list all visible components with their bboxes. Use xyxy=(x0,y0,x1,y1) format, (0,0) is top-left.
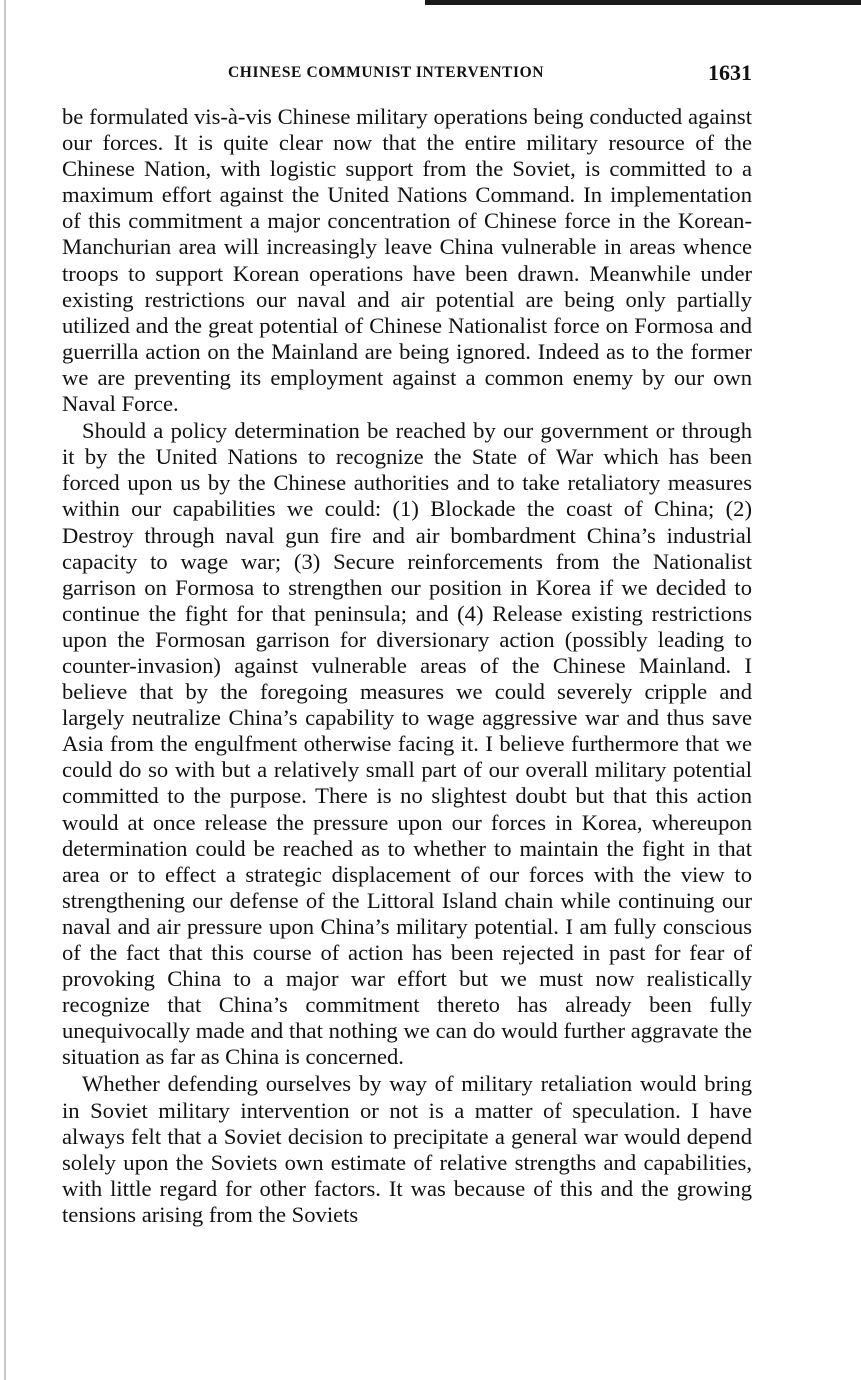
body-text xyxy=(62,104,752,1228)
page-number: 1631 xyxy=(708,60,752,85)
paragraph-1: be formulated vis-à-vis Chinese military operations being conducted against our forces. It is quite clear now that the entire military resource of the Chinese Nation, with logistic support from the Soviet, is committed to a maximum effort against the United Nations Command. In implementation of this commitment a major concentration of Chinese force in the Korean-Manchurian area will increasingly leave China vulnerable in areas whence troops to support Korean operations have been drawn. Meanwhile under existing restrictions our naval and air potential are being only partially utilized and the great potential of Chinese Nationalist force on Formosa and guerrilla action on the Mainland are being ignored. Indeed as to the former we are preventing its employment against a common enemy by our own Naval Force. xyxy=(62,104,752,417)
running-title: CHINESE COMMUNIST INTERVENTION xyxy=(228,64,545,81)
paragraph-3: Whether defending ourselves by way of military retaliation would bring in Soviet military intervention or not is a matter of speculation. I have always felt that a Soviet decision to precipitate a general war would depend solely upon the Soviets own estimate of relative strengths and capabilities, with little regard for other factors. It was because of this and the growing tensions arising from the Soviets xyxy=(62,1071,752,1227)
left-edge-rule xyxy=(4,0,6,1380)
running-head xyxy=(62,62,752,88)
paragraph-2: Should a policy determination be reached by our government or through it by the United Nations to recognize the State of War which has been forced upon us by the Chinese authorities and to take retaliatory measures within our capabilities we could: (1) Blockade the coast of China; (2) Destroy through naval gun fire and air bombardment China’s industrial capacity to wage war; (3) Secure reinforcements from the Nationalist garrison on Formosa to strengthen our position in Korea if we decided to continue the fight for that peninsula; and (4) Release existing restrictions upon the Formosan garrison for diversionary action (possibly leading to counter-invasion) against vulnerable areas of the Chinese Mainland. I believe that by the foregoing measures we could severely cripple and largely neutralize China’s capability to wage aggressive war and thus save Asia from the engulfment otherwise facing it. I believe furthermore that we could do so with but a relatively small part of our overall military potential committed to the purpose. There is no slightest doubt but that this action would at once release the pressure upon our forces in Korea, whereupon determination could be reached as to whether to maintain the fight in that area or to effect a strategic displacement of our forces with the view to strengthening our defense of the Littoral Island chain while continuing our naval and air pressure upon China’s military potential. I am fully conscious of the fact that this course of action has been rejected in past for fear of provoking China to a major war effort but we must now realistically recognize that China’s commitment thereto has already been fully unequivocally made and that nothing we can do would further aggravate the situation as far as China is concerned. xyxy=(62,418,752,1070)
top-edge-rule xyxy=(425,0,861,5)
